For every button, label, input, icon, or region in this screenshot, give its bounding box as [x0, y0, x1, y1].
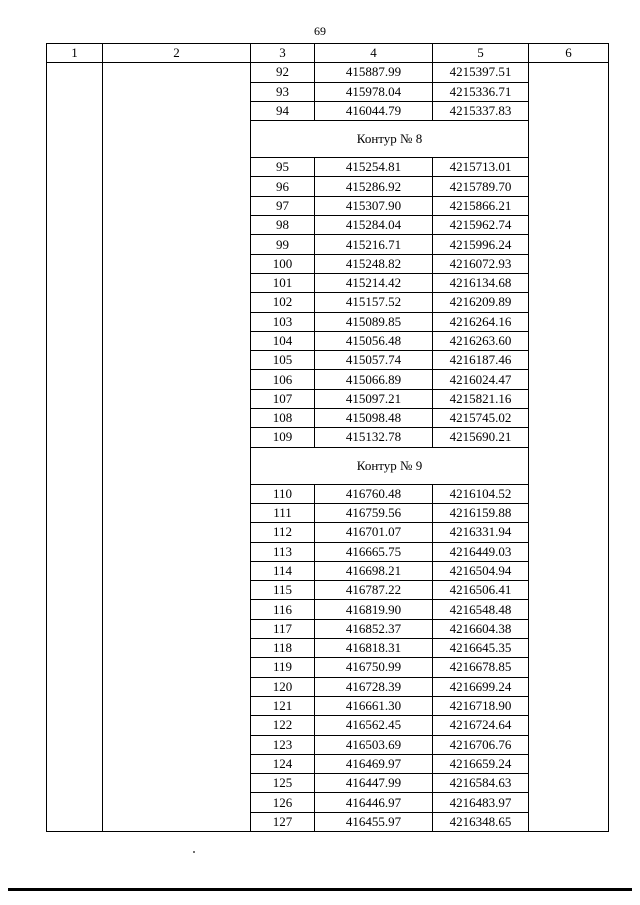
table-row: [47, 523, 609, 542]
point-number: 104: [251, 331, 315, 350]
cell-col2-blank: [103, 523, 251, 542]
column-header-2: 2: [103, 44, 251, 63]
table-row: [47, 600, 609, 619]
cell-col2-blank: [103, 409, 251, 428]
point-number: 116: [251, 600, 315, 619]
coordinate-y: 4215690.21: [433, 428, 529, 447]
cell-col6-blank: [529, 523, 609, 542]
coordinate-x: 416661.30: [315, 696, 433, 715]
point-number: 118: [251, 639, 315, 658]
coordinate-x: 416787.22: [315, 581, 433, 600]
table-row: [47, 658, 609, 677]
cell-col2-blank: [103, 542, 251, 561]
coordinate-x: 416759.56: [315, 503, 433, 522]
point-number: 123: [251, 735, 315, 754]
coordinate-x: 415214.42: [315, 273, 433, 292]
cell-col2-blank: [103, 428, 251, 447]
cell-col1-blank: [47, 331, 103, 350]
cell-col2-blank: [103, 735, 251, 754]
cell-col1-blank: [47, 82, 103, 101]
table-row: [47, 177, 609, 196]
cell-col1-blank: [47, 639, 103, 658]
cell-col2-blank: [103, 101, 251, 120]
coordinate-x: 416044.79: [315, 101, 433, 120]
coordinate-y: 4216706.76: [433, 735, 529, 754]
coordinate-x: 415978.04: [315, 82, 433, 101]
point-number: 127: [251, 812, 315, 831]
point-number: 122: [251, 716, 315, 735]
coordinate-y: 4215821.16: [433, 389, 529, 408]
cell-col2-blank: [103, 196, 251, 215]
table-body: [47, 63, 609, 832]
contour-title: Контур № 9: [251, 447, 529, 484]
coordinate-y: 4216159.88: [433, 503, 529, 522]
cell-col2-blank: [103, 158, 251, 177]
cell-col1-blank: [47, 273, 103, 292]
cell-col6-blank: [529, 639, 609, 658]
cell-col2-blank: [103, 812, 251, 831]
cell-col2-blank: [103, 370, 251, 389]
table-row: [47, 793, 609, 812]
table-row: [47, 370, 609, 389]
cell-col2-blank: [103, 254, 251, 273]
table-row: [47, 503, 609, 522]
table-row: [47, 216, 609, 235]
cell-col1-blank: [47, 503, 103, 522]
column-header-4: 4: [315, 44, 433, 63]
table-row: [47, 428, 609, 447]
cell-col1-blank: [47, 293, 103, 312]
coordinate-y: 4216449.03: [433, 542, 529, 561]
point-number: 92: [251, 63, 315, 82]
coordinate-x: 416818.31: [315, 639, 433, 658]
table-row: [47, 754, 609, 773]
cell-col1-blank: [47, 254, 103, 273]
coordinate-y: 4216104.52: [433, 484, 529, 503]
coordinate-y: 4215789.70: [433, 177, 529, 196]
point-number: 105: [251, 351, 315, 370]
coordinate-x: 415089.85: [315, 312, 433, 331]
cell-col6-blank: [529, 716, 609, 735]
cell-col1-blank: [47, 812, 103, 831]
coordinate-x: 416503.69: [315, 735, 433, 754]
cell-col1-blank: [47, 101, 103, 120]
cell-col1-blank: [47, 63, 103, 82]
cell-col6-blank: [529, 216, 609, 235]
cell-col2-blank: [103, 503, 251, 522]
table-row: [47, 409, 609, 428]
coordinate-x: 415056.48: [315, 331, 433, 350]
coordinate-y: 4216072.93: [433, 254, 529, 273]
point-number: 106: [251, 370, 315, 389]
table-row: [47, 735, 609, 754]
point-number: 96: [251, 177, 315, 196]
cell-col2-blank: [103, 484, 251, 503]
cell-col1-blank: [47, 484, 103, 503]
cell-col6-blank: [529, 235, 609, 254]
cell-col6-blank: [529, 351, 609, 370]
cell-col6-blank: [529, 812, 609, 831]
cell-col6-blank: [529, 619, 609, 638]
point-number: 97: [251, 196, 315, 215]
point-number: 111: [251, 503, 315, 522]
coordinate-y: 4216584.63: [433, 774, 529, 793]
cell-col6-blank: [529, 503, 609, 522]
point-number: 103: [251, 312, 315, 331]
coordinate-y: 4216604.38: [433, 619, 529, 638]
cell-col2-blank: [103, 63, 251, 82]
cell-col1-blank: [47, 774, 103, 793]
cell-col1-blank: [47, 581, 103, 600]
coordinate-y: 4216264.16: [433, 312, 529, 331]
table-row: [47, 63, 609, 82]
cell-col2-blank: [103, 351, 251, 370]
coordinate-x: 416701.07: [315, 523, 433, 542]
cell-col1-blank: [47, 351, 103, 370]
cell-col2-blank: [103, 331, 251, 350]
coordinate-y: 4215745.02: [433, 409, 529, 428]
cell-col6-blank: [529, 774, 609, 793]
coordinate-x: 416750.99: [315, 658, 433, 677]
coordinate-y: 4216506.41: [433, 581, 529, 600]
table-row: [47, 312, 609, 331]
cell-col1-blank: [47, 428, 103, 447]
cell-col2-blank: [103, 600, 251, 619]
coordinate-x: 416447.99: [315, 774, 433, 793]
table-row: [47, 484, 609, 503]
cell-col2-blank: [103, 716, 251, 735]
table-row: [47, 101, 609, 120]
cell-col6-blank: [529, 754, 609, 773]
table-row: [47, 293, 609, 312]
column-header-3: 3: [251, 44, 315, 63]
table-row: [47, 619, 609, 638]
cell-col2-blank: [103, 774, 251, 793]
cell-col2-blank: [103, 447, 251, 484]
coordinate-x: 415887.99: [315, 63, 433, 82]
cell-col6-blank: [529, 696, 609, 715]
cell-col1-blank: [47, 716, 103, 735]
point-number: 114: [251, 561, 315, 580]
cell-col6-blank: [529, 158, 609, 177]
coordinate-x: 415284.04: [315, 216, 433, 235]
coordinate-y: 4216659.24: [433, 754, 529, 773]
coordinate-x: 415066.89: [315, 370, 433, 389]
cell-col6-blank: [529, 542, 609, 561]
point-number: 100: [251, 254, 315, 273]
coordinate-y: 4216209.89: [433, 293, 529, 312]
cell-col1-blank: [47, 312, 103, 331]
coordinate-x: 416760.48: [315, 484, 433, 503]
cell-col1-blank: [47, 370, 103, 389]
coordinate-x: 415286.92: [315, 177, 433, 196]
cell-col6-blank: [529, 273, 609, 292]
cell-col1-blank: [47, 542, 103, 561]
contour-heading-row: [47, 447, 609, 484]
cell-col2-blank: [103, 793, 251, 812]
point-number: 93: [251, 82, 315, 101]
cell-col1-blank: [47, 389, 103, 408]
coordinate-y: 4215397.51: [433, 63, 529, 82]
point-number: 113: [251, 542, 315, 561]
page-number: 69: [314, 24, 326, 38]
table-row: [47, 812, 609, 831]
cell-col6-blank: [529, 101, 609, 120]
coordinate-x: 415057.74: [315, 351, 433, 370]
cell-col6-blank: [529, 389, 609, 408]
cell-col1-blank: [47, 561, 103, 580]
cell-col6-blank: [529, 581, 609, 600]
cell-col1-blank: [47, 177, 103, 196]
cell-col2-blank: [103, 389, 251, 408]
table-row: [47, 273, 609, 292]
cell-col6-blank: [529, 600, 609, 619]
coordinate-y: 4215337.83: [433, 101, 529, 120]
column-header-5: 5: [433, 44, 529, 63]
table-row: [47, 196, 609, 215]
point-number: 99: [251, 235, 315, 254]
coordinate-y: 4215336.71: [433, 82, 529, 101]
cell-col2-blank: [103, 696, 251, 715]
cell-col6-blank: [529, 370, 609, 389]
cell-col6-blank: [529, 561, 609, 580]
cell-col1-blank: [47, 677, 103, 696]
cell-col1-blank: [47, 600, 103, 619]
table-row: [47, 331, 609, 350]
coordinate-y: 4215713.01: [433, 158, 529, 177]
cell-col6-blank: [529, 658, 609, 677]
cell-col2-blank: [103, 677, 251, 696]
coordinate-y: 4216483.97: [433, 793, 529, 812]
coordinate-x: 416819.90: [315, 600, 433, 619]
coordinate-x: 416728.39: [315, 677, 433, 696]
cell-col6-blank: [529, 293, 609, 312]
coordinate-y: 4216187.46: [433, 351, 529, 370]
point-number: 95: [251, 158, 315, 177]
cell-col2-blank: [103, 216, 251, 235]
point-number: 102: [251, 293, 315, 312]
contour-title: Контур № 8: [251, 121, 529, 158]
table-row: [47, 389, 609, 408]
point-number: 115: [251, 581, 315, 600]
coordinate-y: 4216024.47: [433, 370, 529, 389]
table-row: [47, 254, 609, 273]
cell-col6-blank: [529, 177, 609, 196]
coordinate-x: 416665.75: [315, 542, 433, 561]
coordinate-y: 4216548.48: [433, 600, 529, 619]
cell-col1-blank: [47, 793, 103, 812]
cell-col2-blank: [103, 658, 251, 677]
column-header-6: 6: [529, 44, 609, 63]
cell-col1-blank: [47, 196, 103, 215]
table-row: [47, 677, 609, 696]
point-number: 119: [251, 658, 315, 677]
cell-col6-blank: [529, 447, 609, 484]
table-row: [47, 82, 609, 101]
cell-col2-blank: [103, 82, 251, 101]
coordinate-x: 416469.97: [315, 754, 433, 773]
cell-col1-blank: [47, 158, 103, 177]
coordinate-y: 4216718.90: [433, 696, 529, 715]
coordinate-x: 415097.21: [315, 389, 433, 408]
coordinate-x: 415254.81: [315, 158, 433, 177]
coordinate-y: 4216678.85: [433, 658, 529, 677]
point-number: 120: [251, 677, 315, 696]
point-number: 101: [251, 273, 315, 292]
cell-col6-blank: [529, 254, 609, 273]
point-number: 109: [251, 428, 315, 447]
coordinate-x: 416698.21: [315, 561, 433, 580]
point-number: 98: [251, 216, 315, 235]
coordinate-y: 4216724.64: [433, 716, 529, 735]
cell-col2-blank: [103, 177, 251, 196]
cell-col2-blank: [103, 639, 251, 658]
cell-col2-blank: [103, 754, 251, 773]
coordinate-y: 4216263.60: [433, 331, 529, 350]
coordinate-y: 4215996.24: [433, 235, 529, 254]
point-number: 117: [251, 619, 315, 638]
coordinate-x: 416446.97: [315, 793, 433, 812]
cell-col1-blank: [47, 409, 103, 428]
coordinate-y: 4216134.68: [433, 273, 529, 292]
cell-col2-blank: [103, 561, 251, 580]
coordinate-y: 4216331.94: [433, 523, 529, 542]
cell-col1-blank: [47, 235, 103, 254]
point-number: 112: [251, 523, 315, 542]
table-row: [47, 561, 609, 580]
cell-col1-blank: [47, 447, 103, 484]
cell-col1-blank: [47, 658, 103, 677]
coordinate-y: 4215962.74: [433, 216, 529, 235]
cell-col6-blank: [529, 121, 609, 158]
point-number: 125: [251, 774, 315, 793]
point-number: 94: [251, 101, 315, 120]
cell-col6-blank: [529, 312, 609, 331]
cell-col2-blank: [103, 293, 251, 312]
cell-col6-blank: [529, 331, 609, 350]
table-row: [47, 639, 609, 658]
cell-col1-blank: [47, 523, 103, 542]
cell-col2-blank: [103, 121, 251, 158]
cell-col2-blank: [103, 619, 251, 638]
coordinate-y: 4216504.94: [433, 561, 529, 580]
coordinate-x: 416455.97: [315, 812, 433, 831]
table-row: [47, 716, 609, 735]
point-number: 108: [251, 409, 315, 428]
coordinate-x: 415157.52: [315, 293, 433, 312]
point-number: 124: [251, 754, 315, 773]
cell-col6-blank: [529, 735, 609, 754]
point-number: 107: [251, 389, 315, 408]
table-row: [47, 542, 609, 561]
table-row: [47, 774, 609, 793]
coordinate-y: 4216699.24: [433, 677, 529, 696]
table-row: [47, 696, 609, 715]
cell-col6-blank: [529, 196, 609, 215]
header-row: [47, 44, 609, 63]
cell-col1-blank: [47, 216, 103, 235]
cell-col2-blank: [103, 581, 251, 600]
coordinate-y: 4215866.21: [433, 196, 529, 215]
cell-col6-blank: [529, 82, 609, 101]
cell-col2-blank: [103, 273, 251, 292]
table-row: [47, 235, 609, 254]
cell-col1-blank: [47, 619, 103, 638]
table-row: [47, 158, 609, 177]
cell-col1-blank: [47, 121, 103, 158]
cell-col1-blank: [47, 735, 103, 754]
column-header-1: 1: [47, 44, 103, 63]
bottom-rule: [8, 888, 632, 891]
scan-speck: [193, 851, 195, 853]
cell-col6-blank: [529, 484, 609, 503]
coordinate-x: 416852.37: [315, 619, 433, 638]
coordinate-x: 415216.71: [315, 235, 433, 254]
cell-col1-blank: [47, 754, 103, 773]
table-row: [47, 581, 609, 600]
cell-col2-blank: [103, 235, 251, 254]
coordinate-x: 415098.48: [315, 409, 433, 428]
point-number: 126: [251, 793, 315, 812]
point-number: 121: [251, 696, 315, 715]
cell-col6-blank: [529, 63, 609, 82]
coordinate-x: 415248.82: [315, 254, 433, 273]
coordinate-y: 4216348.65: [433, 812, 529, 831]
point-number: 110: [251, 484, 315, 503]
coordinate-y: 4216645.35: [433, 639, 529, 658]
cell-col6-blank: [529, 409, 609, 428]
coordinates-table: [46, 43, 609, 832]
coordinate-x: 415132.78: [315, 428, 433, 447]
cell-col1-blank: [47, 696, 103, 715]
cell-col6-blank: [529, 677, 609, 696]
cell-col2-blank: [103, 312, 251, 331]
cell-col6-blank: [529, 793, 609, 812]
contour-heading-row: [47, 121, 609, 158]
table-row: [47, 351, 609, 370]
coordinate-x: 416562.45: [315, 716, 433, 735]
coordinate-x: 415307.90: [315, 196, 433, 215]
cell-col6-blank: [529, 428, 609, 447]
